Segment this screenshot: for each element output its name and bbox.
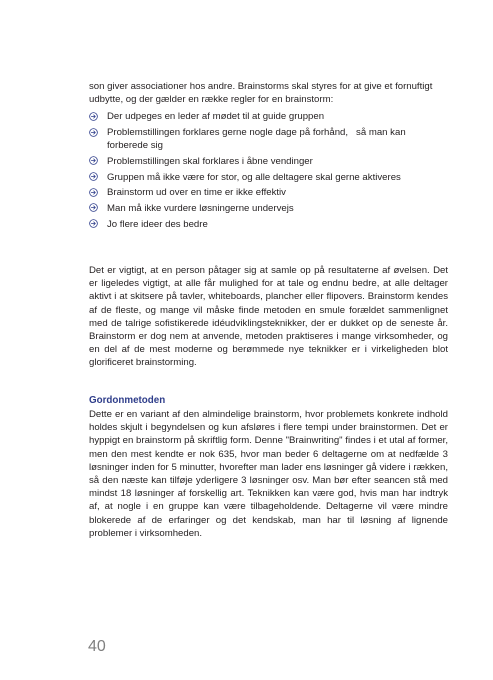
list-item-text: Problemstillingen forklares gerne nogle dage på forhånd, så man kan forberede sig: [107, 127, 406, 152]
list-item-text: Brainstorm ud over en time er ikke effektiv: [107, 187, 286, 199]
list-item: [89, 155, 448, 168]
list-item-text: Man må ikke vurdere løsningerne undervejs: [107, 202, 294, 214]
list-item: [89, 126, 448, 152]
list-item-text: Der udpeges en leder af mødet til at guide gruppen: [107, 111, 325, 123]
intro-block: [89, 80, 448, 233]
list-item: [89, 218, 448, 231]
list-item: [89, 171, 448, 184]
gordon-section: [89, 394, 448, 540]
circled-arrow-right-icon: [89, 112, 98, 121]
list-item-text: Jo flere ideer des bedre: [107, 218, 208, 230]
list-item: [89, 202, 448, 215]
section-paragraph: Dette er en variant af den almindelige brainstorm, hvor problemets konkrete indhold holdes skjult i begyndelsen og kun afsløres i flere tempi under brainstormen. Det er hyppigt en brainstorm på skriftlig form. Denne "Brainwriting" findes i et utal af former, men den mest kendte er nok 635, hvor man beder 6 deltagerne om at nedfælde 3 løsninger inden for 5 minutter, hvorefter man lader ens løsninger gå videre i rækken, så den næste kan tilføje yderligere 3 løsninger osv. Man bør efter seancen stå med mindst 18 løsninger af forskellig art. Teknikken kan være god, hvis man har indtryk af, at nogle i en gruppe kan være tilbageholdende. Deltagerne vil være mindre blokerede af de erfaringer og det kendskab, man har til løsning af lignende problemer i virksomheden.: [89, 409, 448, 539]
list-item-text: Gruppen må ikke være for stor, og alle deltagere skal gerne aktiveres: [107, 171, 401, 183]
circled-arrow-right-icon: [89, 219, 98, 228]
list-item-text: Problemstillingen skal forklares i åbne vendinger: [107, 155, 313, 167]
section-heading: Gordonmetoden: [89, 395, 166, 406]
body-block: [89, 264, 448, 370]
rules-list: [89, 110, 448, 230]
circled-arrow-right-icon: [89, 203, 98, 212]
body-paragraph: Det er vigtigt, at en person påtager sig at samle op på resultaterne af øvelsen. Det er ligeledes vigtigt, at alle får mulighed for at tale og endnu bedre, at alle deltager aktivt i at skitsere på tavler, whiteboards, plancher eller flipovers. Brainstorm kendes af de fleste, og mange vil måske finde metoden en smule forældet sammenlignet med de talrige sofistikerede idéudviklingsteknikker, der er dukket op de seneste år. Brainstorm er dog nem at anvende, metoden praktiseres i mange virksomheder, og en del af de mest moderne og berømmede nye teknikker er i virkeligheden blot glorificeret brainstorming.: [89, 265, 448, 369]
circled-arrow-right-icon: [89, 188, 98, 197]
circled-arrow-right-icon: [89, 128, 98, 137]
circled-arrow-right-icon: [89, 172, 98, 181]
list-item: [89, 110, 448, 123]
page-number: 40: [88, 638, 106, 655]
circled-arrow-right-icon: [89, 156, 98, 165]
list-item: [89, 186, 448, 199]
intro-paragraph: son giver associationer hos andre. Brainstorms skal styres for at give et fornuftigt udbytte, og der gælder en række regler for en brainstorm:: [89, 81, 433, 106]
